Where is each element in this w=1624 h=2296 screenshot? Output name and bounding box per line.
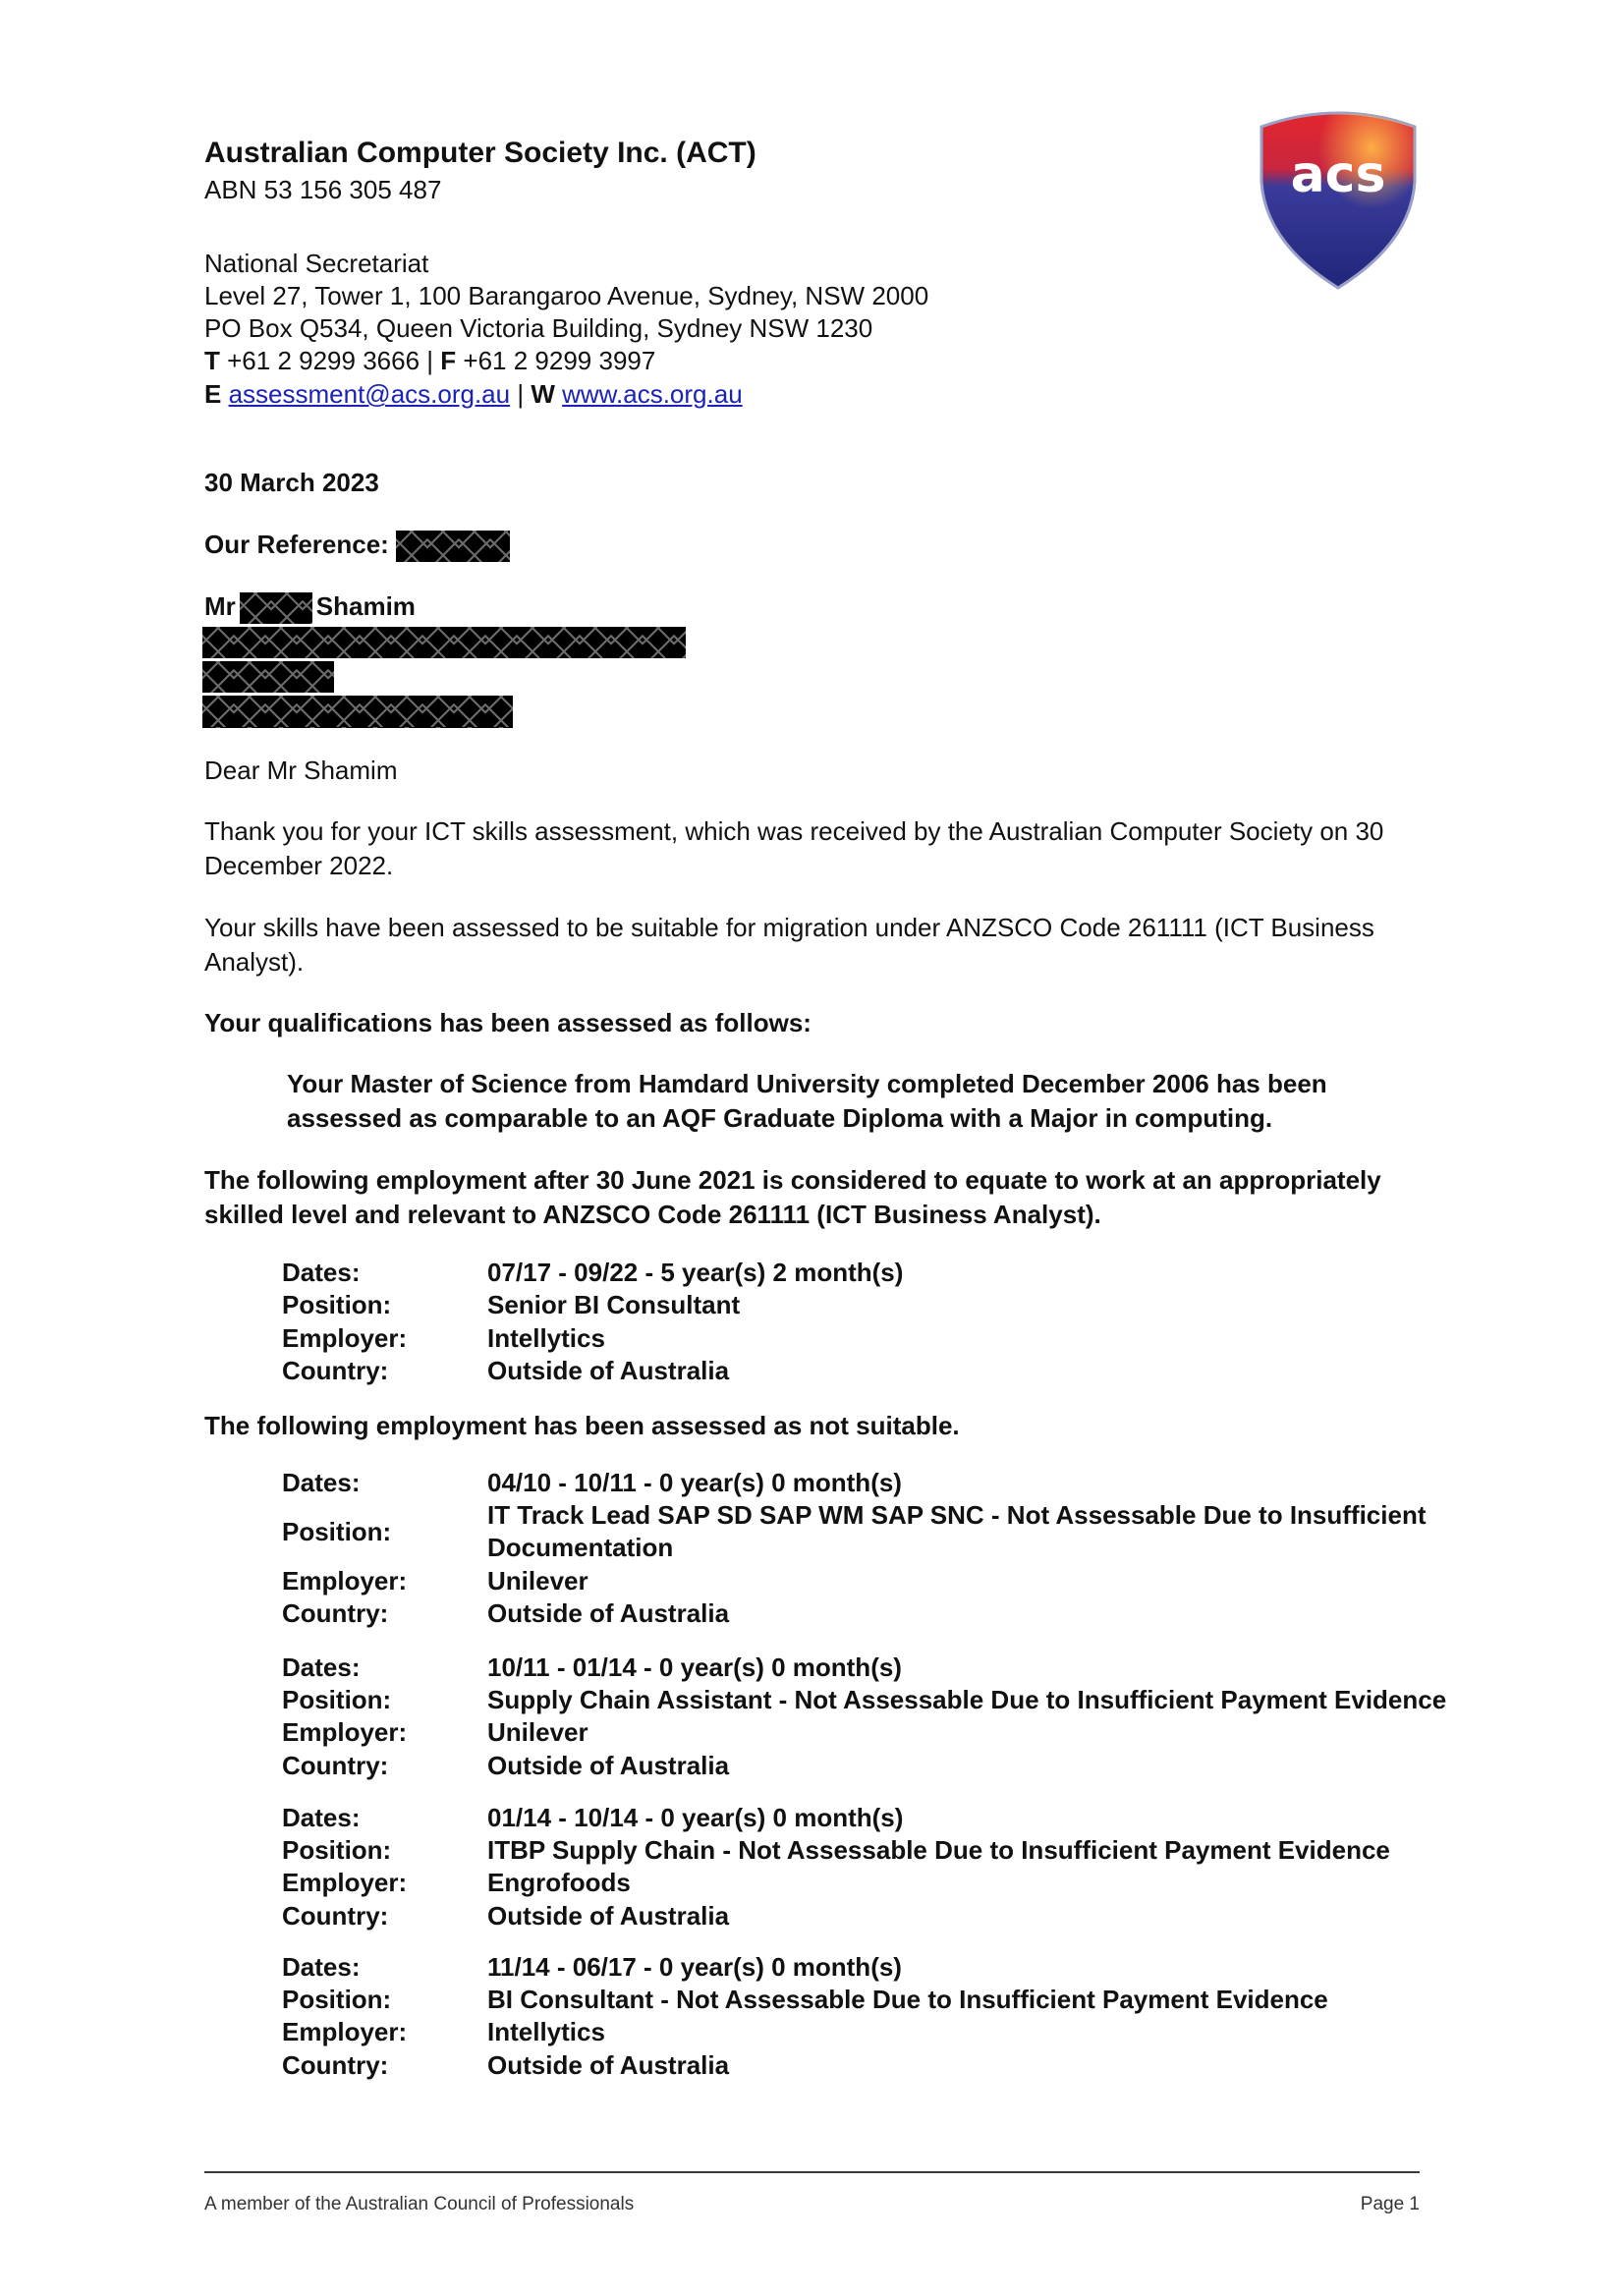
address-line-1: Level 27, Tower 1, 100 Barangaroo Avenue, Sydney, NSW 2000	[204, 281, 929, 310]
web-link[interactable]: www.acs.org.au	[562, 379, 743, 409]
employment-dates: 04/10 - 10/11 - 0 year(s) 0 month(s)	[487, 1468, 902, 1497]
country-label: Country:	[282, 2050, 389, 2080]
employment-country: Outside of Australia	[487, 1901, 730, 1931]
not-suitable-employment-heading: The following employment has been assessed as not suitable.	[204, 1411, 960, 1440]
qualification-assessment: Your Master of Science from Hamdard University completed December 2006 has been assessed as comparable to an AQF Graduate Diploma with a Major in computing.	[287, 1069, 1327, 1133]
recipient-firstname-redacted	[240, 592, 312, 624]
letter-date: 30 March 2023	[204, 468, 379, 497]
address-line-2: PO Box Q534, Queen Victoria Building, Sydney NSW 1230	[204, 313, 873, 343]
qualifications-heading: Your qualifications has been assessed as follows:	[204, 1008, 812, 1037]
logo-text: acs	[1290, 145, 1386, 204]
contact-email-line	[204, 377, 743, 411]
employment-dates: 01/14 - 10/14 - 0 year(s) 0 month(s)	[487, 1803, 904, 1832]
email-label: E	[204, 379, 222, 409]
reference-label: Our Reference:	[204, 530, 389, 559]
country-label: Country:	[282, 1901, 389, 1931]
fax-label: F	[440, 346, 457, 375]
suitable-employment-heading: The following employment after 30 June 2021 is considered to equate to work at an appropriately skilled level and relevant to ANZSCO Code 261111 (ICT Business Analyst).	[204, 1165, 1381, 1229]
office-name: National Secretariat	[204, 249, 429, 278]
employment-position: Supply Chain Assistant - Not Assessable Due to Insufficient Payment Evidence	[487, 1685, 1447, 1714]
dates-label: Dates:	[282, 1468, 361, 1497]
employment-employer: Unilever	[487, 1717, 588, 1747]
recipient-surname: Shamim	[315, 591, 416, 621]
employment-position: BI Consultant - Not Assessable Due to Insufficient Payment Evidence	[487, 1985, 1328, 2014]
position-label: Position:	[282, 1685, 392, 1714]
dates-label: Dates:	[282, 1652, 361, 1682]
fax-number: +61 2 9299 3997	[463, 346, 656, 375]
paragraph-skills: Your skills have been assessed to be suitable for migration under ANZSCO Code 261111 (ICT Business Analyst).	[204, 913, 1374, 977]
footer-member-text: A member of the Australian Council of Professionals	[204, 2194, 635, 2214]
employment-dates: 07/17 - 09/22 - 5 year(s) 2 month(s)	[487, 1258, 904, 1287]
web-label: W	[531, 379, 555, 409]
employer-label: Employer:	[282, 1566, 408, 1596]
employment-country: Outside of Australia	[487, 1598, 730, 1628]
footer-divider	[204, 2171, 1420, 2173]
employment-employer: Intellytics	[487, 1323, 605, 1353]
country-label: Country:	[282, 1751, 389, 1780]
paragraph-received: Thank you for your ICT skills assessment, which was received by the Australian Computer Society on 30 December 2022.	[204, 816, 1384, 880]
employment-country: Outside of Australia	[487, 1751, 730, 1780]
position-label: Position:	[282, 1985, 392, 2014]
dates-label: Dates:	[282, 1803, 361, 1832]
address-redacted-3	[202, 696, 513, 728]
acs-logo	[1254, 105, 1423, 292]
reference-line	[204, 528, 510, 562]
employer-label: Employer:	[282, 1717, 408, 1747]
abn: ABN 53 156 305 487	[204, 175, 442, 204]
employment-dates: 10/11 - 01/14 - 0 year(s) 0 month(s)	[487, 1652, 902, 1682]
address-redacted-2	[202, 661, 334, 693]
country-label: Country:	[282, 1356, 389, 1385]
separator: |	[517, 379, 525, 409]
recipient-name-line	[204, 589, 416, 624]
page-number: Page 1	[1360, 2194, 1420, 2214]
email-link[interactable]: assessment@acs.org.au	[228, 379, 511, 409]
employment-position: ITBP Supply Chain - Not Assessable Due to Insufficient Payment Evidence	[487, 1835, 1390, 1865]
contact-phone-line	[204, 344, 655, 377]
employer-label: Employer:	[282, 1868, 408, 1897]
phone-label: T	[204, 346, 220, 375]
employment-position-line-2: Documentation	[487, 1533, 674, 1562]
employment-dates: 11/14 - 06/17 - 0 year(s) 0 month(s)	[487, 1952, 902, 1982]
employment-position-line-1: IT Track Lead SAP SD SAP WM SAP SNC - Not Assessable Due to Insufficient	[487, 1500, 1427, 1530]
salutation: Dear Mr Shamim	[204, 756, 398, 785]
dates-label: Dates:	[282, 1258, 361, 1287]
address-redacted-1	[202, 627, 686, 658]
position-label: Position:	[282, 1517, 392, 1546]
employment-employer: Intellytics	[487, 2017, 605, 2046]
employment-employer: Engrofoods	[487, 1868, 631, 1897]
org-name: Australian Computer Society Inc. (ACT)	[204, 137, 756, 169]
employer-label: Employer:	[282, 2017, 408, 2046]
employer-label: Employer:	[282, 1323, 408, 1353]
country-label: Country:	[282, 1598, 389, 1628]
position-label: Position:	[282, 1290, 392, 1319]
employment-position: Senior BI Consultant	[487, 1290, 741, 1319]
reference-redacted	[396, 531, 510, 562]
employment-country: Outside of Australia	[487, 1356, 730, 1385]
separator: |	[426, 346, 434, 375]
phone-number: +61 2 9299 3666	[227, 346, 420, 375]
employment-country: Outside of Australia	[487, 2050, 730, 2080]
position-label: Position:	[282, 1835, 392, 1865]
employment-employer: Unilever	[487, 1566, 588, 1596]
dates-label: Dates:	[282, 1952, 361, 1982]
recipient-title: Mr	[204, 591, 236, 621]
